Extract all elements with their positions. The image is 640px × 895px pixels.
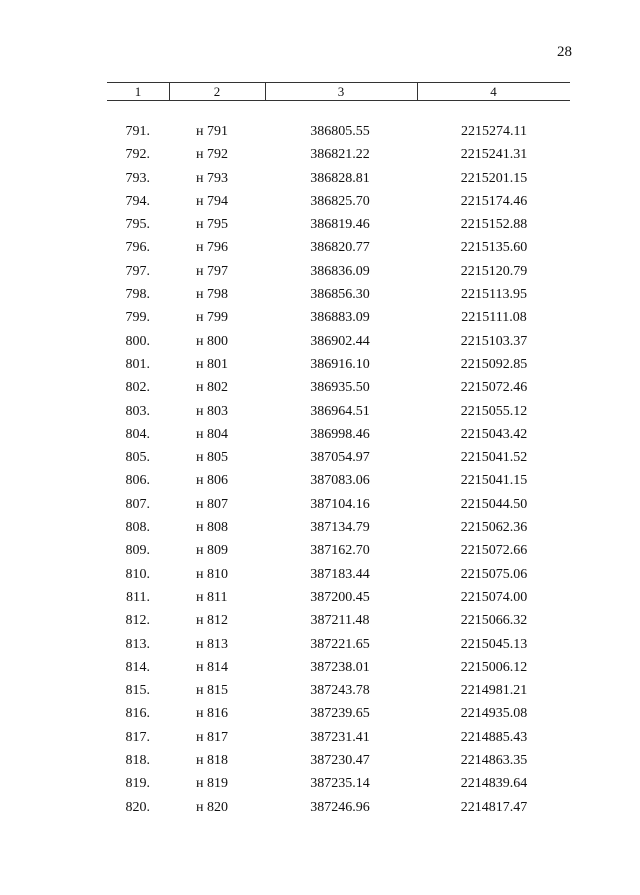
page-number: 28 <box>557 44 572 60</box>
point-id: н 803 <box>196 403 228 419</box>
row-number: 798. <box>125 287 150 303</box>
table-row <box>0 469 640 492</box>
coordinate-x: 387083.06 <box>310 473 370 489</box>
row-number: 791. <box>125 124 150 139</box>
row-number: 812. <box>125 613 150 629</box>
coordinate-y: 2215201.15 <box>460 170 528 186</box>
point-id: н 814 <box>196 659 228 675</box>
table-row <box>0 400 640 423</box>
coordinate-y: 2215092.85 <box>460 356 528 372</box>
row-number: 799. <box>125 310 150 326</box>
coordinate-y: 2215044.50 <box>460 496 528 512</box>
coordinate-x: 386820.77 <box>310 240 370 256</box>
table-row <box>0 493 640 516</box>
table-row <box>0 563 640 586</box>
point-id: н 808 <box>196 520 228 536</box>
table-row <box>0 260 640 283</box>
row-number: 796. <box>125 240 150 256</box>
row-number: 809. <box>125 543 150 559</box>
coordinate-y: 2215006.12 <box>460 659 528 675</box>
header-col-1: 1 <box>134 84 142 99</box>
row-number: 817. <box>125 729 150 745</box>
coordinate-x: 387221.65 <box>310 636 370 652</box>
coordinate-y: 2215274.11 <box>461 124 527 139</box>
table-row <box>0 609 640 632</box>
table-header <box>107 82 570 101</box>
coordinate-y: 2214863.35 <box>460 753 528 769</box>
coordinate-x: 387054.97 <box>310 450 370 466</box>
coordinate-y: 2215174.46 <box>460 193 528 209</box>
table-row <box>0 726 640 749</box>
table-row <box>0 330 640 353</box>
table-row <box>0 679 640 702</box>
table-row <box>0 167 640 190</box>
row-number: 814. <box>125 659 150 675</box>
coordinate-y: 2214981.21 <box>460 683 528 699</box>
coordinate-y: 2214885.43 <box>460 729 528 745</box>
point-id: н 800 <box>196 333 228 349</box>
coordinate-y: 2215135.60 <box>460 240 528 256</box>
table-row <box>0 306 640 329</box>
table-row <box>0 633 640 656</box>
coordinate-x: 387200.45 <box>310 589 370 605</box>
coordinate-y: 2215074.00 <box>460 589 528 605</box>
coordinate-x: 386821.22 <box>310 147 370 163</box>
row-number: 811. <box>126 589 150 605</box>
coordinate-y: 2215062.36 <box>460 520 528 536</box>
point-id: н 798 <box>196 287 228 303</box>
point-id: н 807 <box>196 496 228 512</box>
row-number: 805. <box>125 450 150 466</box>
row-number: 801. <box>125 356 150 372</box>
coordinate-y: 2215152.88 <box>460 217 528 233</box>
coordinate-y: 2214935.08 <box>460 706 528 722</box>
point-id: н 809 <box>196 543 228 559</box>
row-number: 802. <box>125 380 150 396</box>
row-number: 797. <box>125 263 150 279</box>
coordinate-y: 2215113.95 <box>461 287 527 303</box>
coordinate-y: 2215055.12 <box>460 403 528 419</box>
point-id: н 817 <box>196 729 228 745</box>
point-id: н 792 <box>196 147 228 163</box>
point-id: н 819 <box>196 776 228 792</box>
point-id: н 810 <box>196 566 228 582</box>
table-row <box>0 213 640 236</box>
table-body <box>0 120 640 819</box>
point-id: н 797 <box>196 263 228 279</box>
coordinate-x: 386964.51 <box>310 403 370 419</box>
table-row <box>0 702 640 725</box>
coordinate-x: 387134.79 <box>310 520 370 536</box>
coordinate-x: 386819.46 <box>310 217 370 233</box>
point-id: н 806 <box>196 473 228 489</box>
point-id: н 793 <box>196 170 228 186</box>
row-number: 819. <box>125 776 150 792</box>
header-col-3: 3 <box>337 84 345 99</box>
point-id: н 812 <box>196 613 228 629</box>
table-row <box>0 796 640 819</box>
point-id: н 820 <box>196 799 228 815</box>
table-row <box>0 376 640 399</box>
coordinate-x: 386935.50 <box>310 380 370 396</box>
coordinate-y: 2214839.64 <box>460 776 528 792</box>
point-id: н 801 <box>196 356 228 372</box>
point-id: н 815 <box>196 683 228 699</box>
coordinate-x: 386828.81 <box>310 170 370 186</box>
table-row <box>0 446 640 469</box>
coordinate-x: 387104.16 <box>310 496 370 512</box>
coordinate-y: 2215075.06 <box>460 566 528 582</box>
point-id: н 799 <box>196 310 228 326</box>
coordinate-y: 2215072.66 <box>460 543 528 559</box>
table-row <box>0 423 640 446</box>
coordinate-y: 2215111.08 <box>461 310 527 326</box>
coordinate-y: 2215120.79 <box>460 263 528 279</box>
row-number: 818. <box>125 753 150 769</box>
point-id: н 795 <box>196 217 228 233</box>
row-number: 792. <box>125 147 150 163</box>
row-number: 810. <box>125 566 150 582</box>
row-number: 794. <box>125 193 150 209</box>
table-row <box>0 586 640 609</box>
table-row <box>0 749 640 772</box>
table-row <box>0 190 640 213</box>
point-id: н 811 <box>196 589 228 605</box>
coordinate-x: 387239.65 <box>310 706 370 722</box>
coordinate-y: 2214817.47 <box>460 799 528 815</box>
table-row <box>0 353 640 376</box>
table-row <box>0 516 640 539</box>
coordinate-x: 386883.09 <box>310 310 370 326</box>
coordinate-x: 387162.70 <box>310 543 370 559</box>
coordinate-y: 2215072.46 <box>460 380 528 396</box>
coordinate-x: 386998.46 <box>310 426 370 442</box>
coordinate-x: 387211.48 <box>310 613 370 629</box>
coordinate-x: 387238.01 <box>310 659 370 675</box>
row-number: 800. <box>125 333 150 349</box>
header-col-4: 4 <box>490 84 497 99</box>
point-id: н 796 <box>196 240 228 256</box>
coordinate-y: 2215041.52 <box>460 450 528 466</box>
table-row <box>0 236 640 259</box>
point-id: н 794 <box>196 193 228 209</box>
point-id: н 802 <box>196 380 228 396</box>
coordinate-x: 386805.55 <box>310 124 370 139</box>
point-id: н 813 <box>196 636 228 652</box>
table-row <box>0 283 640 306</box>
row-number: 804. <box>125 426 150 442</box>
coordinate-x: 387183.44 <box>310 566 370 582</box>
table-row <box>0 120 640 143</box>
coordinate-y: 2215066.32 <box>460 613 528 629</box>
table-row <box>0 539 640 562</box>
coordinate-x: 387231.41 <box>310 729 370 745</box>
point-id: н 805 <box>196 450 228 466</box>
coordinate-x: 386916.10 <box>310 356 370 372</box>
point-id: н 791 <box>196 124 228 139</box>
row-number: 808. <box>125 520 150 536</box>
table-row <box>0 656 640 679</box>
coordinate-y: 2215041.15 <box>460 473 528 489</box>
table-row <box>0 772 640 795</box>
coordinate-x: 386836.09 <box>310 263 370 279</box>
coordinate-x: 387230.47 <box>310 753 370 769</box>
row-number: 816. <box>125 706 150 722</box>
row-number: 793. <box>125 170 150 186</box>
coordinate-x: 387235.14 <box>310 776 370 792</box>
coordinate-y: 2215045.13 <box>460 636 528 652</box>
row-number: 813. <box>125 636 150 652</box>
coordinate-y: 2215103.37 <box>460 333 528 349</box>
row-number: 820. <box>125 799 150 815</box>
coordinate-x: 387243.78 <box>310 683 370 699</box>
coordinate-x: 386825.70 <box>310 193 370 209</box>
header-col-2: 2 <box>213 84 221 99</box>
row-number: 807. <box>125 496 150 512</box>
row-number: 803. <box>125 403 150 419</box>
point-id: н 816 <box>196 706 228 722</box>
coordinate-y: 2215043.42 <box>460 426 528 442</box>
row-number: 806. <box>125 473 150 489</box>
coordinate-x: 387246.96 <box>310 799 370 815</box>
point-id: н 818 <box>196 753 228 769</box>
row-number: 795. <box>125 217 150 233</box>
table-row <box>0 143 640 166</box>
coordinate-x: 386902.44 <box>310 333 370 349</box>
coordinate-y: 2215241.31 <box>460 147 528 163</box>
row-number: 815. <box>125 683 150 699</box>
coordinate-x: 386856.30 <box>310 287 370 303</box>
point-id: н 804 <box>196 426 228 442</box>
